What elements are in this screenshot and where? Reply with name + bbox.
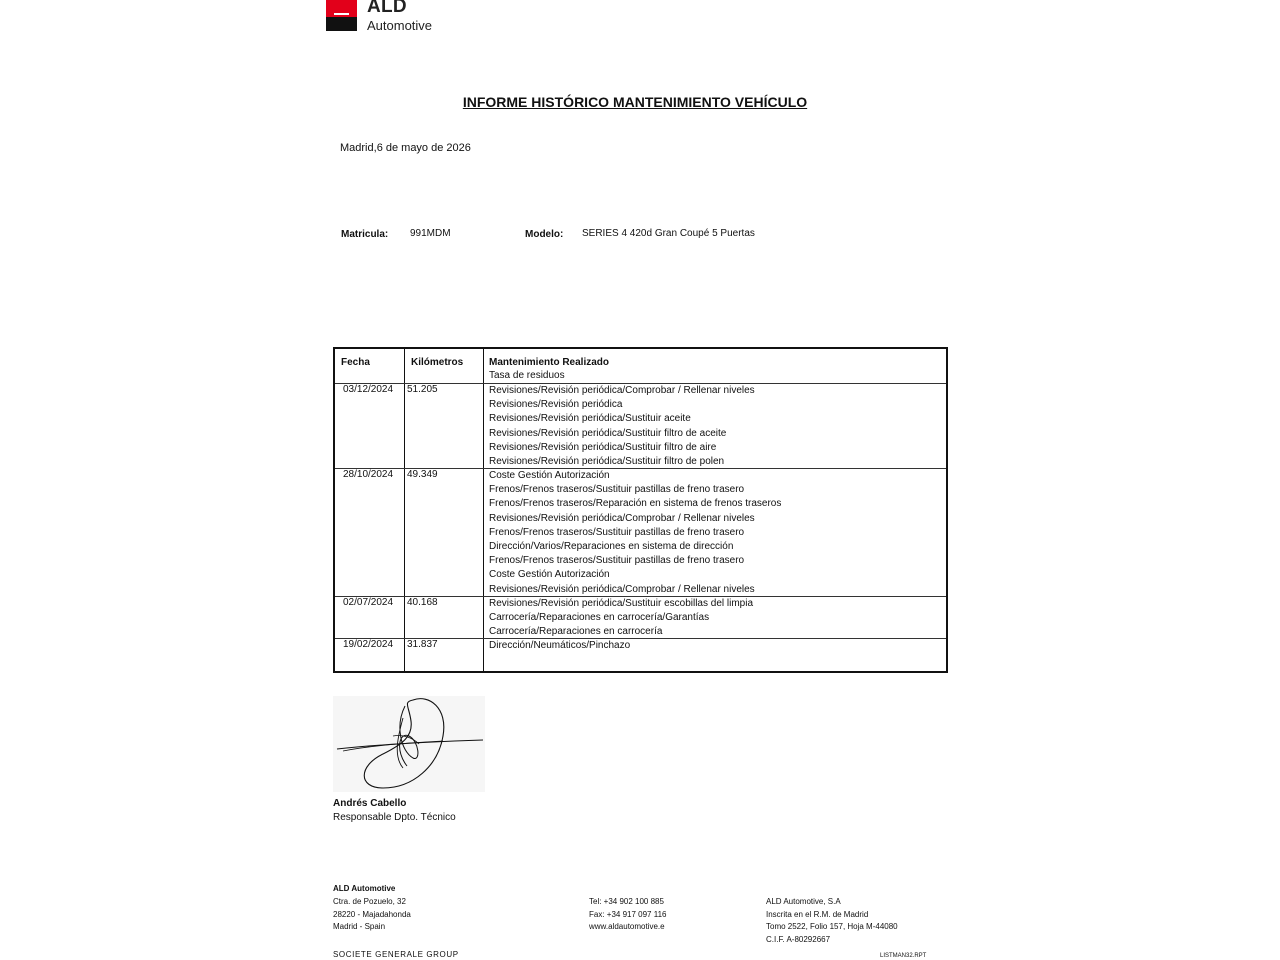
list-item: Revisiones/Revisión periódica/Sustituir aceite	[489, 413, 691, 425]
row-km: 40.168	[407, 597, 438, 608]
row-date: 03/12/2024	[343, 384, 394, 395]
list-item: Revisiones/Revisión periódica	[489, 399, 623, 411]
model-value: SERIES 4 420d Gran Coupé 5 Puertas	[582, 228, 755, 239]
footer-website: www.aldautomotive.e	[589, 922, 665, 931]
ald-automotive-logo	[326, 0, 446, 32]
signer-role: Responsable Dpto. Técnico	[333, 812, 456, 823]
row-items	[489, 469, 781, 597]
footer-address	[333, 896, 411, 934]
report-date-line	[340, 142, 471, 154]
footer-address-line: 28220 - Majadahonda	[333, 909, 411, 919]
list-item: Dirección/Neumáticos/Pinchazo	[489, 640, 631, 651]
model-label: Modelo:	[525, 229, 564, 240]
list-item: Revisiones/Revisión periódica/Sustituir filtro de polen	[489, 456, 725, 468]
list-item: Revisiones/Revisión periódica/Sustituir escobillas del limpia	[489, 598, 754, 609]
footer-registry-line: Tomo 2522, Folio 157, Hoja M-44080	[766, 922, 898, 931]
report-title: INFORME HISTÓRICO MANTENIMIENTO VEHÍCULO	[462, 94, 808, 110]
footer-registry-line: C.I.F. A-80292667	[766, 934, 831, 944]
row-date: 19/02/2024	[343, 639, 394, 650]
signature-scribble-icon	[333, 696, 485, 792]
signature-image	[333, 696, 485, 792]
list-item: Revisiones/Revisión periódica/Sustituir filtro de aceite	[489, 427, 727, 439]
row-km: 31.837	[407, 639, 438, 650]
footer-address-line: Ctra. de Pozuelo, 32	[333, 897, 406, 906]
row-items	[489, 639, 630, 653]
row-date: 28/10/2024	[343, 469, 394, 480]
report-place: Madrid,	[340, 142, 377, 154]
plate-label: Matricula:	[341, 229, 389, 240]
report-date: 6 de mayo de 2026	[376, 142, 471, 154]
footer-phone: Tel: +34 902 100 885	[589, 897, 664, 906]
footer-registry	[766, 896, 898, 946]
logo-brand-text: ALD	[367, 0, 407, 17]
logo-sub-text: Automotive	[367, 18, 433, 33]
list-item: Revisiones/Revisión periódica/Comprobar / Rellenar niveles	[489, 385, 755, 396]
list-item: Revisiones/Revisión periódica/Sustituir filtro de aire	[489, 441, 717, 453]
footer-company: ALD Automotive	[333, 884, 396, 893]
footer-fax: Fax: +34 917 097 116	[589, 909, 667, 919]
list-item: Frenos/Frenos traseros/Sustituir pastillas de freno trasero	[489, 526, 745, 538]
list-item: Carrocería/Reparaciones en carrocería	[489, 626, 663, 638]
list-item: Coste Gestión Autorización	[489, 470, 610, 481]
row-km: 51.205	[407, 384, 438, 395]
row-km: 49.349	[407, 469, 438, 480]
plate-value: 991MDM	[410, 228, 451, 239]
maintenance-table	[333, 347, 948, 673]
table-preamble: Tasa de residuos	[489, 370, 565, 381]
row-items	[489, 384, 755, 469]
footer-registry-line: ALD Automotive, S.A	[766, 897, 841, 906]
list-item: Frenos/Frenos traseros/Sustituir pastillas de freno trasero	[489, 555, 745, 567]
footer-contact	[589, 896, 666, 934]
footer-registry-line: Inscrita en el R.M. de Madrid	[766, 909, 869, 919]
signer-name: Andrés Cabello	[333, 798, 407, 809]
list-item: Frenos/Frenos traseros/Reparación en sistema de frenos traseros	[489, 498, 782, 510]
list-item: Dirección/Varios/Reparaciones en sistema de dirección	[489, 541, 734, 553]
list-item: Revisiones/Revisión periódica/Comprobar / Rellenar niveles	[489, 583, 755, 595]
row-date: 02/07/2024	[343, 597, 394, 608]
row-items	[489, 597, 753, 640]
list-item: Carrocería/Reparaciones en carrocería/Garantías	[489, 612, 710, 624]
column-divider	[404, 349, 405, 671]
group-label: SOCIETE GENERALE GROUP	[333, 950, 459, 959]
list-item: Revisiones/Revisión periódica/Comprobar / Rellenar niveles	[489, 512, 755, 524]
footer-address-line: Madrid - Spain	[333, 922, 386, 931]
column-divider	[483, 349, 484, 671]
list-item: Frenos/Frenos traseros/Sustituir pastillas de freno trasero	[489, 484, 745, 496]
report-code: LISTMAN32.RPT	[880, 953, 927, 959]
list-item: Coste Gestión Autorización	[489, 569, 610, 581]
header-date: Fecha	[341, 357, 370, 368]
logo-mark-icon	[326, 0, 357, 31]
header-work: Mantenimiento Realizado	[489, 357, 610, 368]
header-km: Kilómetros	[411, 357, 464, 368]
